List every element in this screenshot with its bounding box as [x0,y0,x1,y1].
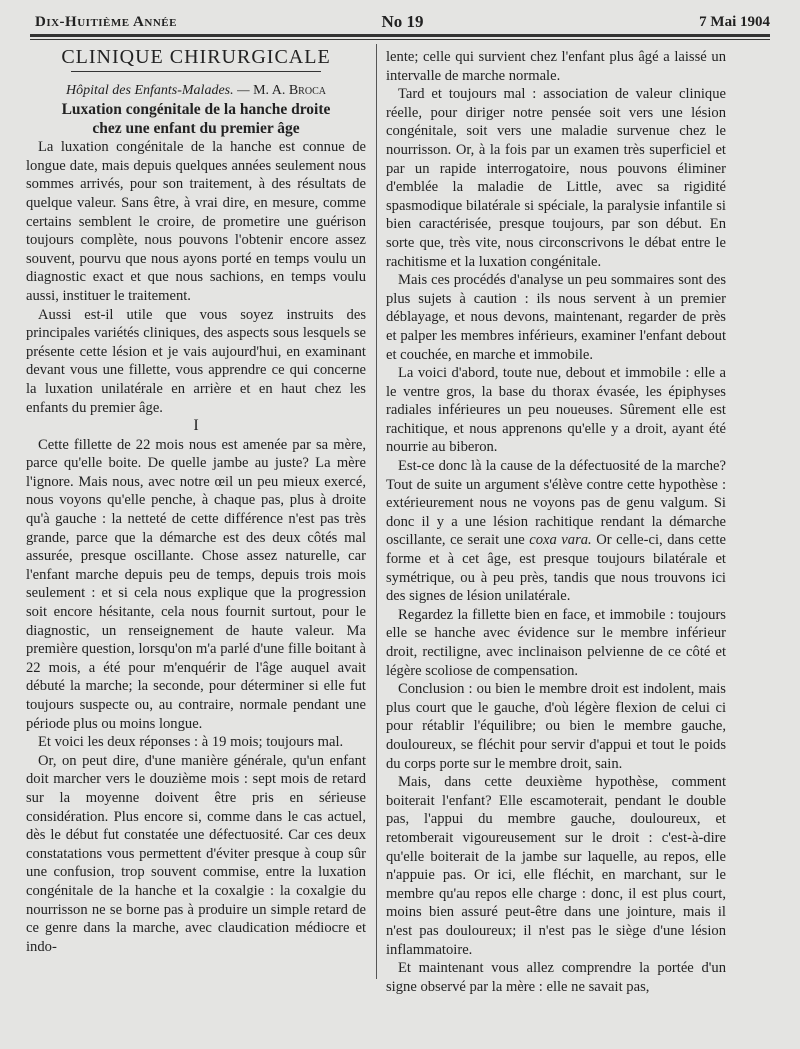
issue-date: 7 Mai 1904 [699,14,770,30]
paragraph: La luxation congénitale de la hanche est connue de longue date, mais depuis quelques années seulement nous sommes arrivés, pour son traitement, à des résultats de quelque valeur. Sans être, à vrai dire, en mesure, comme certains semblent le croire, de prometire une guérison toujours complète, nous pouvons l'obtenir encore assez souvent, pourvu que nous ayons porté en temps voulu un diagnostic exact et que nous sachions, en temps voulu aussi, instituer le traitement. [26,139,366,304]
paragraph: lente; celle qui survient chez l'enfant plus âgé a laissé un intervalle de marche normale. [386,49,726,84]
issue-year: Dix-Huitième Année [35,14,177,30]
header-rule-thin [30,39,770,40]
section-numeral: I [193,417,199,435]
paragraph-text: Est-ce donc là la cause de la défectuosité de la marche? Tout de suite un argument s'élève contre cette hypothèse : extérieurement nous ne voyons pas de genu valgum. Si donc il y a une lésion rachitique rendant la démarche oscillante, ce serait une [386,458,726,549]
paragraph: Et maintenant vous allez comprendre la portée d'un signe observé par la mère : elle ne savait pas, [386,960,726,995]
hospital-name: Hôpital des Enfants-Malades. — [66,82,250,98]
paragraph: Or, on peut dire, d'une manière générale, qu'un enfant doit marcher vers le douzième mois : sept mois de retard sur la moyenne doivent être pris en sérieuse considération. Plus encore si, comme dans le cas actuel, dès le début fut constatée une défectuosité. Car ces deux constatations vous permettent d'éviter presque à coup sûr une confusion, trop souvent commise, entre la luxation congénitale de la hanche et la coxalgie : la coxalgie du nourrisson ne se borne pas à produire un simple retard de ce genre dans la marche, avec claudication médiocre et indo- [26,752,366,955]
lesson-title [26,100,366,138]
left-column [26,48,366,956]
author-name: M. A. Broca [253,82,326,98]
paragraph: Cette fillette de 22 mois nous est amenée par sa mère, parce qu'elle boite. De quelle jambe au juste? La mère l'ignore. Mais nous, avec notre œil un peu mieux exercé, nous voyons qu'elle penche, à chaque pas, plus à droite qu'à gauche : la netteté de cette différence n'est pas très grande, parce que la démarche est des deux côtés mal assurée, presque oscillante. Chose assez naturelle, car l'enfant marche depuis peu de temps, depuis trois mois seulement : et si cela nous explique que la progression soit encore hésitante, cela nous fournit surtout, pour le diagnostic, un renseignement de haute valeur. Ma première question, lorsqu'on m'a parlé d'une fille boitant à 22 mois, a été pour m'enquérir de l'âge auquel avait débuté la marche; la seconde, pour déterminer si elle fut toujours suspecte ou, au contraire, normale pendant une période plus ou moins longue. [26,436,366,732]
paragraph-text: Or celle-ci, dans cette forme et à cet âge, est presque toujours bilatérale et symétrique, ou à peu près, tandis que nous trouvons ici des signes de lésion unilatérale. [386,532,727,605]
paragraph: Conclusion : ou bien le membre droit est indolent, mais plus court que le gauche, d'où légère flexion de celui ci pour rétablir l'équilibre; ou bien le membre gauche, douloureux, se fléchit pour servir d'appui et tout le poids du corps porte sur le membre droit, sain. [386,681,726,772]
hospital-line [26,82,366,101]
italic-term: coxa vara. [529,532,592,549]
lesson-title-line-1: Luxation congénitale de la hanche droite [61,101,331,119]
running-header [35,10,770,32]
section-title: CLINIQUE CHIRURGICALE [61,46,331,68]
column-separator [376,44,377,979]
section-title-rule [71,71,321,72]
right-column [386,48,726,996]
paragraph: Et voici les deux réponses : à 19 mois; toujours mal. [38,734,344,751]
paragraph: Aussi est-il utile que vous soyez instruits des principales variétés cliniques, des aspects sous lesquels se présente cette lésion et je vais aujourd'hui, en examinant devant vous une fillette, vous apprendre ce qui concerne la luxation unilatérale en arrière et en haut chez les enfants du premier âge. [26,306,366,416]
paragraph: Regardez la fillette bien en face, et immobile : toujours elle se hanche avec évidence sur le membre inférieur droit, rectiligne, avec inclinaison pelvienne de ce côté et légère scoliose de compensation. [386,606,726,679]
paragraph: Mais, dans cette deuxième hypothèse, comment boiterait l'enfant? Elle escamoterait, pendant le double pas, l'appui du membre gauche, douloureux, et retomberait vigoureusement sur le droit : c'est-à-dire qu'elle boiterait de la jambe sur laquelle, au repos, elle n'appuie pas. Or ici, elle fléchit, en marchant, sur le membre qu'au repos elle charge : donc, il est plus court, moins bien assuré peut-être dans une jointure, mais il n'est pas douloureux; il n'est pas le siège d'une lésion inflammatoire. [386,774,726,958]
issue-number: No 19 [381,12,424,31]
paragraph: Tard et toujours mal : association de valeur clinique réelle, pour diriger notre pensée soit vers une lésion congénitale, soit vers une maladie survenue chez le nourrisson. Or, à la fois par un examen très superficiel et par un rapide interrogatoire, nous pouvons éliminer d'emblée la maladie de Little, avec sa rigidité spasmodique bilatérale si spéciale, la paralysie infantile si bien caractérisée, presque toujours, par son début. En sorte que, très vite, nous circonscrivons le débat entre le rachitisme et la luxation congénitale. [386,86,726,270]
paragraph [386,457,726,606]
paragraph: La voici d'abord, toute nue, debout et immobile : elle a le ventre gros, la base du thorax évasée, les épiphyses radiales inférieures un peu noueuses. Sûrement elle est rachitique, et nous apprenons qu'elle y a droit, ayant été nourrie au biberon. [386,365,726,456]
lesson-title-line-2: chez une enfant du premier âge [92,120,300,138]
header-rule-thick [30,34,770,37]
paragraph: Mais ces procédés d'analyse un peu sommaires sont des plus sujets à caution : ils nous servent à un premier déblayage, et nous devons, maintenant, regarder de près et palper les membres inférieurs, examiner l'enfant debout et couchée, en marche et immobile. [386,272,726,363]
